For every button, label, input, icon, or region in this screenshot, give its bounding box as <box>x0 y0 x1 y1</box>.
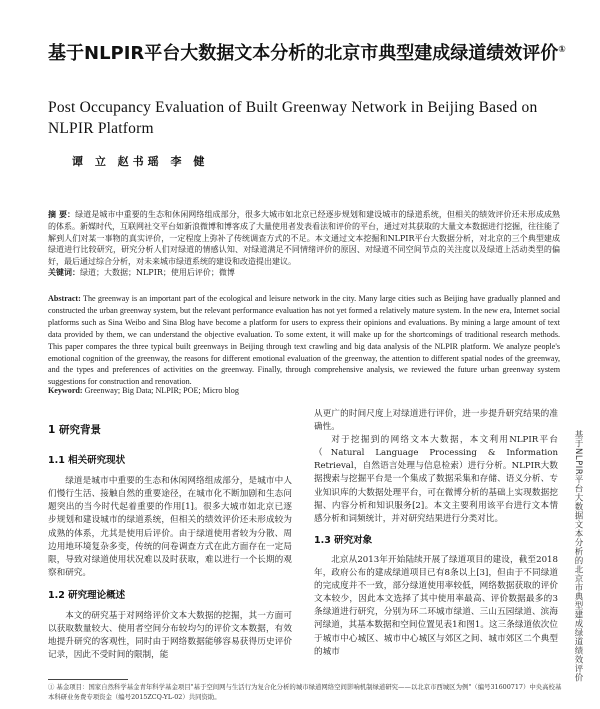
left-column <box>48 424 292 662</box>
right-column <box>314 408 558 659</box>
keywords-en-label: Keyword: <box>48 386 83 395</box>
authors: 谭 立 赵书瑶 李 健 <box>72 155 209 168</box>
paper-title-chinese <box>48 38 568 66</box>
footnote: ① 基金项目：国家自然科学基金青年科学基金项目"基于空间网与生活行为复合化分析的城市绿道网络空间影响机制绿道研究——以北京市西城区为例"（编号31600717）中央高校基本科研业务费专项资金（编号2015ZCQ-YL-02）共同资助。 <box>48 683 562 701</box>
abstract-english <box>48 293 560 388</box>
title-footnote-mark: ① <box>558 45 566 55</box>
paragraph-3: 对于挖掘到的网络文本大数据，本文利用NLPIR平台（Natural Language Processing & Information Retrieval，自然语言处理与信息检索）进行分析。NLPIR大数据搜索与挖掘平台是一个集成了数据采集和存储、语义分析、专业知识库的大数据处理平台，可在微博分析的基础上实现数据挖掘、内容分析和知识服务[2]。本文主要利用该平台进行文本情感分析和词频统计，并对研究结果进行分类对比。 <box>314 435 558 524</box>
abstract-zh-text: 绿道是城市中重要的生态和休闲网络组成部分，很多大城市如北京已经逐步规划和建设城市的绿道系统，但相关的绩效评价还未形成成熟的体系。新媒时代，互联网社交平台如新浪微博和博客成了大量使用者发表看法和评价的平台，通过对其获取的大量文本数据进行挖掘，往往能了解到人们对某一事物的真实评价，一定程度上弥补了传统调查方式的不足。本文通过文本挖掘和NLPIR平台大数据分析，对北京的三个典型建成绿道进行比较研究，研究分析人们对绿道的情感认知、对绿道满足不同情绪评价的原因、对绿道不同空间节点的关注度以及绿道上活动类型的偏好，最后通过综合分析，对未来城市绿道系统的建设和改造提出建议。 <box>48 210 560 267</box>
keywords-en-text: Greenway; Big Data; NLPIR; POE; Micro blog <box>84 386 239 395</box>
paragraph-1: 绿道是城市中重要的生态和休闲网络组成部分，是城市中人们慢行生活、接触自然的重要途径，在城市化不断加剧和生态问题突出的当今时代起着重要的作用[1]。很多大城市如北京已逐步规划和建设城市的绿道系统，但相关的绩效评价还未形成较为成熟的体系，尤其是使用后评价。由于绿道使用者较为分散、周边用地环境复杂多变，传统的问卷调查方式在此方面存在一定局限，导致对绿道使用状况难以及时获取，难以进行一个长期的观察和研究。 <box>48 476 292 578</box>
section-1-1-heading: 1.1 相关研究现状 <box>48 455 126 467</box>
side-running-title: 基于NLPIR平台大数据文本分析的北京市典型建成绿道绩效评价 <box>573 430 583 683</box>
section-1-3-heading: 1.3 研究对象 <box>314 534 373 546</box>
footnote-divider <box>48 679 128 680</box>
section-1-heading: 1 研究背景 <box>48 424 101 436</box>
paper-title-english: Post Occupancy Evaluation of Built Greenway Network in Beijing Based on NLPIR Platform <box>48 99 538 137</box>
keywords-zh-label: 关键词： <box>48 268 80 277</box>
paragraph-continued: 从更广的时间尺度上对绿道进行评价，进一步提升研究结果的准确性。 <box>314 409 558 433</box>
abstract-en-text: The greenway is an important part of the ecological and leisure network in the city. Many large cities such as Beijing have gradually planned and constructed the urban greenway system, but the relevant performance evaluation has not yet formed a relatively mature system. In the new era, Internet social platforms such as Sina Weibo and Sina Blog have become a platform for users to express their opinions and evaluations. By mining a large amount of text data provided by them, we can understand the objective evaluation. To some extent, it will make up for the shortcomings of traditional research methods. This paper compares the three typical built greenways in Beijing through text crawling and big data analysis of the NLPIR platform. We analyze people's emotional cognition of the greenway, the reasons for different emotional evaluation of the greenway, the attention to different spatial nodes of the greenway, and the types and preferences of activities on the greenway. Finally, through comprehensive analysis, we reviewed the future urban greenway system suggestions for construction and renovation. <box>48 294 560 387</box>
section-1-2-heading: 1.2 研究理论概述 <box>48 589 126 601</box>
abstract-chinese <box>48 209 560 268</box>
keywords-zh-text: 绿道；大数据；NLPIR；使用后评价；微博 <box>80 268 235 277</box>
paragraph-4: 北京从2013年开始陆续开展了绿道项目的建设，截至2018年，政府公布的建成绿道项目已有8条以上[3]，但由于不同绿道的完成度并不一致，部分绿道使用率较低，网络数据获取的评价文本较少，因此本文选择了其中使用率最高、评价数据最多的3条绿道进行研究，分别为环二环城市绿道、三山五园绿道、滨海河绿道，其基本数据和空间位置见表1和图1。这三条绿道依次位于城市中心城区、城市中心城区与郊区之间、城市郊区二个典型的城市 <box>314 554 558 657</box>
keywords-chinese <box>48 267 560 278</box>
title-zh-text: 基于NLPIR平台大数据文本分析的北京市典型建成绿道绩效评价 <box>48 43 559 64</box>
keywords-english <box>48 385 560 396</box>
abstract-en-label: Abstract: <box>48 294 81 303</box>
abstract-zh-label: 摘 要： <box>48 210 76 219</box>
paragraph-2: 本文的研究基于对网络评价文本大数据的挖掘，其一方面可以获取数量较大、使用者空间分布较均匀的评价文本数据，有效地提升研究的客观性，同时由于网络数据能够容易获得历史评价记录，因此不受时间的限制，能 <box>48 611 292 661</box>
